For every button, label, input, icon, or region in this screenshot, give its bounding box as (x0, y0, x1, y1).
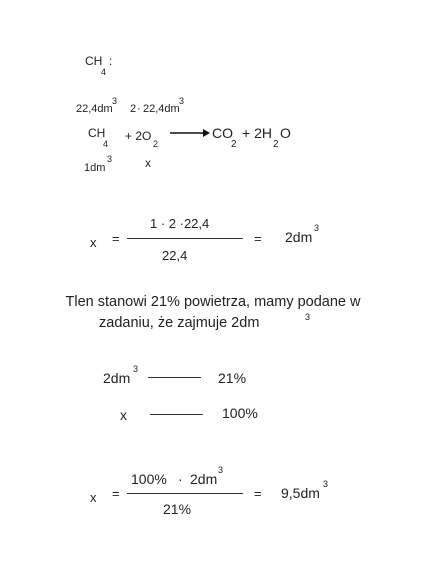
eq2-numerator-dot: · (178, 471, 183, 487)
proportion-row1-left: 2dm (103, 370, 131, 386)
volume-oxygen: 22,4dm (143, 103, 180, 115)
proportion-row1-sup: 3 (133, 364, 139, 374)
reaction-co2-sub: 2 (231, 139, 237, 150)
eq2-numerator-a: 100% (131, 471, 167, 487)
proportion-row2-right: 100% (222, 405, 258, 421)
proportion-row1-right: 21% (218, 370, 247, 386)
methane-subscript: 4 (101, 67, 107, 77)
volume-methane-sup: 3 (112, 96, 118, 106)
unknown-x: x (145, 156, 151, 170)
eq2-equals-result: = (254, 486, 262, 501)
eq2-equals: = (112, 486, 120, 501)
reaction-water-sub: 2 (273, 139, 279, 150)
eq2-fraction-bar (127, 493, 243, 494)
methane-formula: CH (85, 54, 103, 68)
eq1-numerator: 1 · 2 ·22,4 (150, 216, 210, 231)
eq2-denominator: 21% (163, 501, 192, 517)
eq1-result-sup: 3 (314, 223, 320, 233)
statement-line-2-sup: 3 (305, 312, 311, 322)
multiply-dot: · (137, 103, 141, 115)
statement-line-1: Tlen stanowi 21% powietrza, mamy podane w (65, 294, 361, 310)
reaction-methane-sub: 4 (103, 139, 109, 149)
reaction-arrow-icon (170, 128, 210, 138)
reaction-methane: CH (88, 126, 106, 140)
given-volume: 1dm (84, 162, 106, 174)
volume-oxygen-sup: 3 (179, 96, 185, 106)
proportion-row1-dash (148, 377, 201, 378)
eq2-result: 9,5dm (281, 485, 320, 501)
eq1-equals: = (112, 231, 120, 246)
eq2-numerator-b: 2dm (190, 471, 218, 487)
reaction-water-o: O (280, 125, 291, 141)
reaction-oxygen-sub: 2 (153, 139, 159, 149)
eq2-x: x (90, 490, 97, 505)
eq2-result-sup: 3 (323, 479, 329, 489)
volume-methane: 22,4dm (76, 103, 113, 115)
colon: : (109, 54, 113, 68)
reaction-oxygen: + 2O (125, 129, 152, 143)
volume-oxygen-coef: 2 (130, 103, 137, 115)
eq2-numerator-sup: 3 (218, 465, 224, 475)
reaction-water: + 2H (242, 125, 272, 141)
eq1-x: x (90, 235, 97, 250)
proportion-row2-dash (150, 414, 203, 415)
statement-line-2: zadaniu, że zajmuje 2dm (99, 315, 260, 331)
eq1-result: 2dm (285, 229, 313, 245)
given-volume-sup: 3 (107, 154, 113, 164)
proportion-row2-left: x (120, 407, 127, 423)
eq1-fraction-bar (127, 238, 243, 239)
eq1-equals-result: = (254, 231, 262, 246)
reaction-co2: CO (212, 125, 233, 141)
eq1-denominator: 22,4 (162, 248, 188, 263)
